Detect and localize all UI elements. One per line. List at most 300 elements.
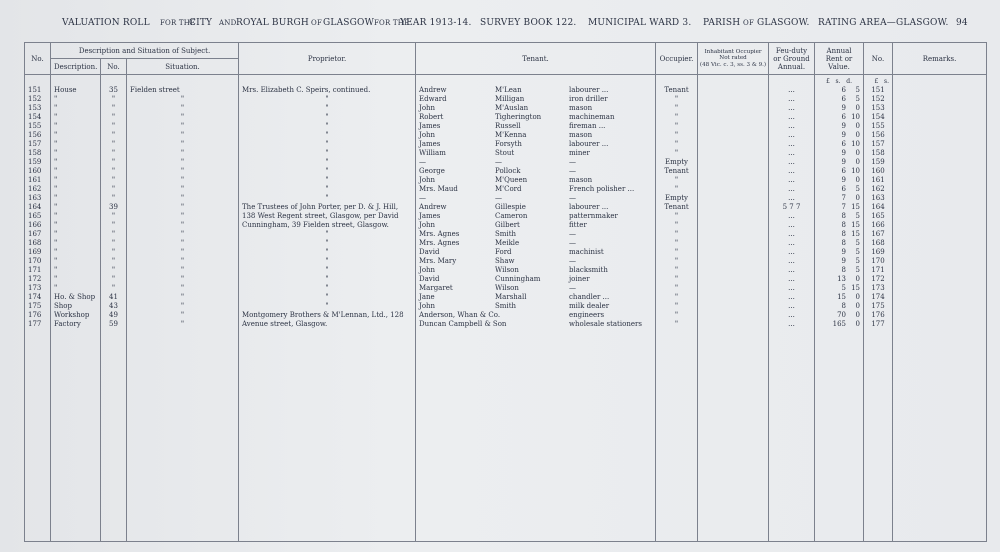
row-annual-rent bbox=[815, 95, 864, 104]
table-row bbox=[25, 275, 987, 284]
row-remarks bbox=[893, 203, 987, 212]
row-description: " bbox=[51, 221, 101, 230]
rent-amount bbox=[818, 284, 860, 293]
row-no: 154 bbox=[25, 113, 51, 122]
row-remarks bbox=[893, 212, 987, 221]
feu-unit-s: s. bbox=[835, 78, 841, 85]
row-inhabitant bbox=[698, 284, 769, 293]
row-proprietor: " bbox=[239, 284, 416, 293]
row-description: " bbox=[51, 122, 101, 131]
rent-shillings: 0 bbox=[855, 311, 861, 319]
row-tenant bbox=[416, 248, 656, 257]
tenant-grid bbox=[419, 113, 652, 122]
row-tenant bbox=[416, 275, 656, 284]
row-inhabitant bbox=[698, 104, 769, 113]
row-no: 166 bbox=[25, 221, 51, 230]
row-no-right: 172 bbox=[864, 275, 893, 284]
row-no-right: 158 bbox=[864, 149, 893, 158]
row-occupier: " bbox=[656, 239, 698, 248]
row-situation: " bbox=[127, 158, 239, 167]
tenant-surname: Shaw bbox=[495, 257, 515, 265]
table-row bbox=[25, 239, 987, 248]
rent-pounds: 6 bbox=[841, 185, 847, 193]
rent-pounds: 9 bbox=[841, 149, 847, 157]
row-description: " bbox=[51, 131, 101, 140]
row-feuduty: ... bbox=[769, 194, 815, 203]
row-inhabitant bbox=[698, 113, 769, 122]
row-inhabitant bbox=[698, 257, 769, 266]
rent-shillings: 0 bbox=[855, 320, 861, 328]
row-situation: " bbox=[127, 320, 239, 329]
row-annual-rent bbox=[815, 131, 864, 140]
rent-shillings: 0 bbox=[855, 131, 861, 139]
tenant-forename: Mrs. Agnes bbox=[419, 230, 460, 238]
row-description: Shop bbox=[51, 302, 101, 311]
tenant-forename: John bbox=[419, 104, 436, 112]
row-subject-no: " bbox=[101, 185, 127, 194]
tenant-forename: Jane bbox=[419, 293, 435, 301]
row-feuduty: ... bbox=[769, 275, 815, 284]
row-subject-no: " bbox=[101, 167, 127, 176]
row-description: " bbox=[51, 239, 101, 248]
row-annual-rent bbox=[815, 149, 864, 158]
row-annual-rent bbox=[815, 311, 864, 320]
row-proprietor: " bbox=[239, 122, 416, 131]
row-subject-no: " bbox=[101, 212, 127, 221]
tenant-occupation: fitter bbox=[569, 221, 587, 229]
row-proprietor: " bbox=[239, 185, 416, 194]
col-feuduty bbox=[769, 43, 815, 75]
row-situation: " bbox=[127, 230, 239, 239]
rent-amount bbox=[818, 212, 860, 221]
rent-pounds: 70 bbox=[837, 311, 847, 319]
rent-pounds: 13 bbox=[837, 275, 847, 283]
row-inhabitant bbox=[698, 239, 769, 248]
row-proprietor: " bbox=[239, 194, 416, 203]
rent-amount bbox=[818, 311, 860, 320]
row-feuduty: ... bbox=[769, 95, 815, 104]
table-body bbox=[25, 75, 987, 542]
tenant-forename: Mrs. Agnes bbox=[419, 239, 460, 247]
row-annual-rent bbox=[815, 284, 864, 293]
row-no-right: 152 bbox=[864, 95, 893, 104]
row-no: 165 bbox=[25, 212, 51, 221]
row-situation: " bbox=[127, 284, 239, 293]
row-subject-no: " bbox=[101, 248, 127, 257]
row-remarks bbox=[893, 284, 987, 293]
row-no-right: 154 bbox=[864, 113, 893, 122]
row-feuduty: ... bbox=[769, 176, 815, 185]
row-subject-no: " bbox=[101, 284, 127, 293]
table-row bbox=[25, 212, 987, 221]
col-inhabitant bbox=[698, 43, 769, 75]
row-proprietor: " bbox=[239, 176, 416, 185]
inhabitant-line-3: (48 Vic. c. 3, ss. 3 & 9.) bbox=[699, 61, 767, 68]
row-no-right: 167 bbox=[864, 230, 893, 239]
rent-amount bbox=[818, 104, 860, 113]
row-proprietor: " bbox=[239, 113, 416, 122]
row-tenant bbox=[416, 320, 656, 329]
row-feuduty: ... bbox=[769, 212, 815, 221]
roll-title-i: YEAR 1913-14. bbox=[400, 18, 472, 28]
table-row bbox=[25, 86, 987, 95]
row-situation: " bbox=[127, 239, 239, 248]
page-number: 94 bbox=[956, 18, 968, 28]
row-occupier: " bbox=[656, 320, 698, 329]
tenant-forename: Mrs. Mary bbox=[419, 257, 457, 265]
tenant-forename: John bbox=[419, 221, 436, 229]
tenant-grid bbox=[419, 176, 652, 185]
row-feuduty: ... bbox=[769, 302, 815, 311]
row-description: " bbox=[51, 230, 101, 239]
row-situation: " bbox=[127, 95, 239, 104]
rent-amount bbox=[818, 203, 860, 212]
feu-unit-d: d. bbox=[846, 78, 853, 85]
tenant-occupation: blacksmith bbox=[569, 266, 608, 274]
row-feuduty: ... bbox=[769, 131, 815, 140]
table-row bbox=[25, 248, 987, 257]
rent-pounds: 6 bbox=[841, 86, 847, 94]
rent-shillings: 5 bbox=[855, 86, 861, 94]
row-subject-no: " bbox=[101, 176, 127, 185]
row-situation: " bbox=[127, 149, 239, 158]
tenant-occupation: — bbox=[569, 284, 577, 292]
rent-shillings: 0 bbox=[855, 194, 861, 202]
row-inhabitant bbox=[698, 86, 769, 95]
row-tenant bbox=[416, 113, 656, 122]
tenant-occupation: — bbox=[569, 239, 577, 247]
row-no: 160 bbox=[25, 167, 51, 176]
row-tenant bbox=[416, 284, 656, 293]
row-remarks bbox=[893, 113, 987, 122]
row-subject-no: " bbox=[101, 221, 127, 230]
row-remarks bbox=[893, 266, 987, 275]
row-no: 173 bbox=[25, 284, 51, 293]
row-annual-rent bbox=[815, 140, 864, 149]
tenant-occupation: — bbox=[569, 194, 577, 202]
row-subject-no: 59 bbox=[101, 320, 127, 329]
row-annual-rent bbox=[815, 194, 864, 203]
rent-amount bbox=[818, 230, 860, 239]
row-feuduty: ... bbox=[769, 230, 815, 239]
row-situation: " bbox=[127, 113, 239, 122]
row-proprietor: " bbox=[239, 158, 416, 167]
row-no-right: 157 bbox=[864, 140, 893, 149]
row-feuduty: ... bbox=[769, 113, 815, 122]
rent-amount bbox=[818, 158, 860, 167]
rent-shillings: 5 bbox=[855, 257, 861, 265]
row-proprietor: " bbox=[239, 104, 416, 113]
survey-book: SURVEY BOOK 122. bbox=[480, 18, 577, 28]
tenant-occupation: miner bbox=[569, 149, 590, 157]
row-description: " bbox=[51, 176, 101, 185]
row-occupier: " bbox=[656, 104, 698, 113]
table-header bbox=[25, 43, 987, 75]
row-remarks bbox=[893, 176, 987, 185]
tenant-occupation: machinist bbox=[569, 248, 604, 256]
rent-pounds: 9 bbox=[841, 158, 847, 166]
row-proprietor: " bbox=[239, 131, 416, 140]
row-situation: " bbox=[127, 212, 239, 221]
rent-shillings: 0 bbox=[855, 122, 861, 130]
row-feuduty: ... bbox=[769, 311, 815, 320]
table-row bbox=[25, 149, 987, 158]
row-subject-no: " bbox=[101, 149, 127, 158]
row-proprietor: " bbox=[239, 248, 416, 257]
row-feuduty: ... bbox=[769, 104, 815, 113]
feuduty-line-1: Feu-duty bbox=[775, 46, 808, 55]
row-subject-no: 41 bbox=[101, 293, 127, 302]
row-occupier: " bbox=[656, 140, 698, 149]
tenant-surname bbox=[495, 311, 569, 320]
rent-amount bbox=[818, 86, 860, 95]
row-remarks bbox=[893, 185, 987, 194]
rent-pounds: 9 bbox=[841, 122, 847, 130]
rent-pounds: 8 bbox=[841, 221, 847, 229]
tenant-occupation: iron driller bbox=[569, 95, 608, 103]
tenant-surname: Milligan bbox=[495, 95, 525, 103]
tenant-grid bbox=[419, 320, 652, 329]
row-proprietor: " bbox=[239, 266, 416, 275]
row-annual-rent bbox=[815, 167, 864, 176]
row-remarks bbox=[893, 86, 987, 95]
row-subject-no: " bbox=[101, 140, 127, 149]
row-feuduty: ... bbox=[769, 284, 815, 293]
feuduty-units bbox=[815, 75, 864, 87]
row-no-right: 175 bbox=[864, 302, 893, 311]
row-no: 161 bbox=[25, 176, 51, 185]
blank-filler-row bbox=[25, 329, 987, 542]
inhabitant-line-1: Inhabitant Occupier bbox=[704, 48, 762, 55]
row-subject-no: 49 bbox=[101, 311, 127, 320]
tenant-forename: John bbox=[419, 176, 436, 184]
row-occupier: " bbox=[656, 257, 698, 266]
row-proprietor: Cunningham, 39 Fielden street, Glasgow. bbox=[239, 221, 416, 230]
row-annual-rent bbox=[815, 203, 864, 212]
tenant-grid bbox=[419, 140, 652, 149]
row-no-right: 171 bbox=[864, 266, 893, 275]
table-row bbox=[25, 167, 987, 176]
tenant-surname: M'Lean bbox=[495, 86, 522, 94]
rent-amount bbox=[818, 149, 860, 158]
tenant-surname: Forsyth bbox=[495, 140, 522, 148]
tenant-grid bbox=[419, 302, 652, 311]
row-tenant bbox=[416, 230, 656, 239]
rent-amount bbox=[818, 248, 860, 257]
tenant-surname: Gilbert bbox=[495, 221, 520, 229]
rent-amount bbox=[818, 131, 860, 140]
row-remarks bbox=[893, 104, 987, 113]
row-proprietor: Mrs. Elizabeth C. Speirs, continued. bbox=[239, 86, 416, 95]
row-occupier: " bbox=[656, 122, 698, 131]
row-subject-no: " bbox=[101, 158, 127, 167]
row-occupier: " bbox=[656, 221, 698, 230]
row-subject-no: " bbox=[101, 104, 127, 113]
row-no-right: 163 bbox=[864, 194, 893, 203]
row-proprietor: " bbox=[239, 230, 416, 239]
row-description: Factory bbox=[51, 320, 101, 329]
row-no-right: 170 bbox=[864, 257, 893, 266]
row-subject-no: " bbox=[101, 275, 127, 284]
table-row bbox=[25, 302, 987, 311]
rent-units bbox=[864, 75, 893, 87]
rent-amount bbox=[818, 239, 860, 248]
row-description: " bbox=[51, 95, 101, 104]
rent-shillings: 5 bbox=[855, 185, 861, 193]
rent-pounds: 165 bbox=[832, 320, 847, 328]
tenant-forename: John bbox=[419, 266, 436, 274]
row-inhabitant bbox=[698, 140, 769, 149]
row-occupier: " bbox=[656, 185, 698, 194]
row-annual-rent bbox=[815, 293, 864, 302]
row-occupier: " bbox=[656, 248, 698, 257]
rent-pounds: 8 bbox=[841, 230, 847, 238]
row-subject-no: 43 bbox=[101, 302, 127, 311]
tenant-forename: Mrs. Maud bbox=[419, 185, 458, 193]
table-row bbox=[25, 185, 987, 194]
row-situation: " bbox=[127, 122, 239, 131]
rent-shillings: 5 bbox=[855, 212, 861, 220]
tenant-grid bbox=[419, 275, 652, 284]
row-tenant bbox=[416, 131, 656, 140]
col-proprietor: Proprietor. bbox=[239, 43, 416, 75]
tenant-forename: Anderson, Whan & Co. bbox=[419, 311, 501, 319]
rent-amount bbox=[818, 194, 860, 203]
table-row bbox=[25, 104, 987, 113]
tenant-occupation: milk dealer bbox=[569, 302, 610, 310]
row-occupier: Tenant bbox=[656, 167, 698, 176]
row-feuduty: ... bbox=[769, 320, 815, 329]
tenant-forename: James bbox=[419, 212, 441, 220]
row-no: 177 bbox=[25, 320, 51, 329]
row-no-right: 173 bbox=[864, 284, 893, 293]
row-situation: " bbox=[127, 176, 239, 185]
table-row bbox=[25, 122, 987, 131]
row-situation: " bbox=[127, 311, 239, 320]
rating-area: RATING AREA—GLASGOW. bbox=[818, 18, 949, 28]
tenant-occupation: — bbox=[569, 230, 577, 238]
tenant-forename: Andrew bbox=[419, 86, 447, 94]
row-remarks bbox=[893, 239, 987, 248]
rent-amount bbox=[818, 302, 860, 311]
tenant-grid bbox=[419, 149, 652, 158]
rent-amount bbox=[818, 122, 860, 131]
row-tenant bbox=[416, 158, 656, 167]
row-situation: " bbox=[127, 266, 239, 275]
row-feuduty: ... bbox=[769, 266, 815, 275]
tenant-grid bbox=[419, 212, 652, 221]
row-feuduty: ... bbox=[769, 167, 815, 176]
row-description: " bbox=[51, 194, 101, 203]
rent-shillings: 10 bbox=[851, 140, 861, 148]
tenant-occupation: — bbox=[569, 167, 577, 175]
rent-pounds: 9 bbox=[841, 176, 847, 184]
tenant-forename: Edward bbox=[419, 95, 447, 103]
tenant-grid bbox=[419, 194, 652, 203]
row-no-right: 153 bbox=[864, 104, 893, 113]
rent-shillings: 0 bbox=[855, 149, 861, 157]
row-no-right: 164 bbox=[864, 203, 893, 212]
tenant-grid bbox=[419, 167, 652, 176]
tenant-grid bbox=[419, 266, 652, 275]
table-row bbox=[25, 221, 987, 230]
tenant-grid bbox=[419, 185, 652, 194]
row-no: 153 bbox=[25, 104, 51, 113]
row-occupier: " bbox=[656, 212, 698, 221]
table-row bbox=[25, 131, 987, 140]
row-description: " bbox=[51, 266, 101, 275]
row-feuduty: 5 7 7 bbox=[769, 203, 815, 212]
row-no: 162 bbox=[25, 185, 51, 194]
tenant-occupation: labourer ... bbox=[569, 203, 609, 211]
page-header bbox=[0, 18, 1000, 32]
col-annual-rent bbox=[815, 43, 864, 75]
row-description: " bbox=[51, 113, 101, 122]
row-feuduty: ... bbox=[769, 140, 815, 149]
tenant-surname: Pollock bbox=[495, 167, 521, 175]
row-occupier: " bbox=[656, 131, 698, 140]
row-tenant bbox=[416, 221, 656, 230]
row-situation: " bbox=[127, 131, 239, 140]
rent-shillings: 5 bbox=[855, 239, 861, 247]
tenant-forename: John bbox=[419, 302, 436, 310]
row-description: " bbox=[51, 212, 101, 221]
row-annual-rent bbox=[815, 266, 864, 275]
row-subject-no: " bbox=[101, 239, 127, 248]
row-no: 158 bbox=[25, 149, 51, 158]
row-inhabitant bbox=[698, 230, 769, 239]
row-situation: " bbox=[127, 140, 239, 149]
rent-pounds: 5 bbox=[841, 284, 847, 292]
row-situation: Fielden street bbox=[127, 86, 239, 95]
tenant-grid bbox=[419, 284, 652, 293]
row-no-right: 156 bbox=[864, 131, 893, 140]
col-desc-group: Description and Situation of Subject. bbox=[51, 43, 239, 59]
row-situation: " bbox=[127, 221, 239, 230]
row-situation: " bbox=[127, 104, 239, 113]
rent-shillings: 15 bbox=[851, 221, 861, 229]
table-row bbox=[25, 113, 987, 122]
row-inhabitant bbox=[698, 158, 769, 167]
row-no: 169 bbox=[25, 248, 51, 257]
row-inhabitant bbox=[698, 248, 769, 257]
tenant-forename: David bbox=[419, 275, 440, 283]
row-inhabitant bbox=[698, 212, 769, 221]
row-remarks bbox=[893, 194, 987, 203]
row-annual-rent bbox=[815, 239, 864, 248]
roll-title-g: GLASGOW bbox=[323, 18, 375, 28]
row-annual-rent bbox=[815, 320, 864, 329]
rent-shillings: 0 bbox=[855, 275, 861, 283]
rent-pounds: 6 bbox=[841, 167, 847, 175]
roll-title-d: AND bbox=[219, 19, 237, 27]
tenant-surname: M'Queen bbox=[495, 176, 528, 184]
rent-pounds: 6 bbox=[841, 140, 847, 148]
row-occupier: " bbox=[656, 113, 698, 122]
row-remarks bbox=[893, 257, 987, 266]
row-annual-rent bbox=[815, 221, 864, 230]
row-occupier: " bbox=[656, 149, 698, 158]
tenant-grid bbox=[419, 203, 652, 212]
tenant-grid bbox=[419, 311, 652, 320]
row-subject-no: " bbox=[101, 113, 127, 122]
row-no: 152 bbox=[25, 95, 51, 104]
tenant-forename: James bbox=[419, 140, 441, 148]
row-remarks bbox=[893, 95, 987, 104]
row-situation: " bbox=[127, 293, 239, 302]
tenant-occupation: joiner bbox=[569, 275, 590, 283]
row-tenant bbox=[416, 95, 656, 104]
